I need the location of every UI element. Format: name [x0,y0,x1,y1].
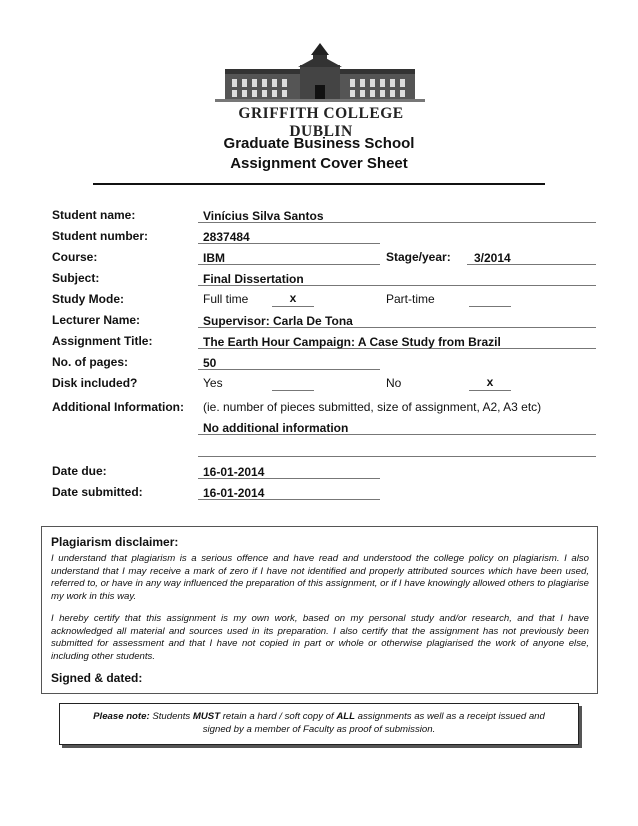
student-number-value: 2837484 [203,230,250,244]
disclaimer-heading: Plagiarism disclaimer: [51,535,179,549]
disk-no-option: No [386,376,402,390]
part-time-option: Part-time [386,292,435,306]
student-name-label: Student name: [52,208,136,222]
disk-yes-option: Yes [203,376,223,390]
student-name-field [198,207,596,223]
disk-label: Disk included? [52,376,138,390]
student-name-value: Vinícius Silva Santos [203,209,324,223]
date-due-field [198,463,380,479]
assignment-title-field [198,333,596,349]
pages-value: 50 [203,356,217,370]
disk-yes-mark [272,375,314,391]
pages-label: No. of pages: [52,355,129,369]
disclaimer-paragraph-1: I understand that plagiarism is a serious offence and have read and understood the college policy on plagiarism. I also understand that I may receive a mark of zero if I have not identified and properly attributed sources which have been used, referred to, or have in any way influenced the preparation of this assignment, or if I have knowingly allowed others to plagiarise my work in this way. [51,553,589,603]
lecturer-value: Supervisor: Carla De Tona [203,314,353,328]
course-value: IBM [203,251,225,265]
subject-value: Final Dissertation [203,272,304,286]
additional-info-value: No additional information [203,421,349,435]
date-submitted-value: 16-01-2014 [203,486,265,500]
document-title: Assignment Cover Sheet [230,155,408,172]
date-submitted-field [198,484,380,500]
subject-field [198,270,596,286]
additional-info-label: Additional Information: [52,400,184,414]
stage-year-value: 3/2014 [474,251,511,265]
assignment-title-label: Assignment Title: [52,334,153,348]
note-all: ALL [336,711,355,722]
course-label: Course: [52,250,98,264]
course-field [198,249,380,265]
full-time-mark: x [272,291,314,307]
full-time-option: Full time [203,292,249,306]
signed-dated-label: Signed & dated: [51,671,143,685]
date-submitted-label: Date submitted: [52,485,143,499]
note-must: MUST [192,711,221,722]
additional-info-blank-line [198,441,596,457]
student-number-field [198,228,380,244]
note-text-2: retain a hard / soft copy of [222,711,334,722]
disclaimer-paragraph-2: I hereby certify that this assignment is my own work, based on my personal study and/or research, and that I have acknowledged all material and sources used in its preparation. I also certify that the assignment has not previously been submitted for assessment and that I have not copied in part or whole or otherwise plagiarised the work of anyone else, including other students. [51,613,589,663]
date-due-value: 16-01-2014 [203,465,265,479]
study-mode-label: Study Mode: [52,292,124,306]
school-title: Graduate Business School [223,135,415,152]
assignment-title-value: The Earth Hour Campaign: A Case Study from Brazil [203,335,501,349]
student-number-label: Student number: [52,229,148,243]
stage-year-label: Stage/year: [386,250,451,264]
stage-year-field [467,249,596,265]
additional-info-hint: (ie. number of pieces submitted, size of assignment, A2, A3 etc) [203,400,542,414]
pages-field [198,354,380,370]
title-divider [93,183,545,185]
subject-label: Subject: [52,271,100,285]
submission-note [66,710,572,736]
part-time-mark [469,291,511,307]
note-label: Please note: [93,711,150,722]
note-line-2: signed by a member of Faculty as proof of submission. [202,724,436,735]
submission-note-box [59,703,579,745]
lecturer-field [198,312,596,328]
date-due-label: Date due: [52,464,107,478]
lecturer-label: Lecturer Name: [52,313,141,327]
note-text-3: assignments as well as a receipt issued and [357,711,545,722]
plagiarism-disclaimer-box [41,526,598,694]
additional-info-field [198,419,596,435]
disk-no-mark: x [469,375,511,391]
note-text-1: Students [152,711,191,722]
college-name: GRIFFITH COLLEGE DUBLIN [238,105,404,140]
